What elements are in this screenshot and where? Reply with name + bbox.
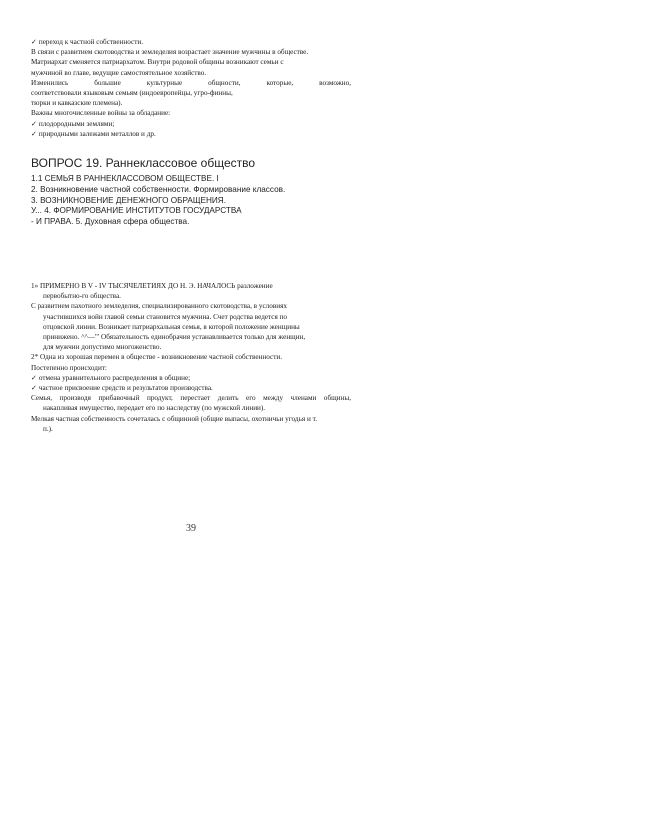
text-line bbox=[31, 414, 351, 424]
text-line bbox=[31, 393, 351, 403]
line-text: частное присвоение средств и результатов производства. bbox=[38, 384, 213, 393]
text-line bbox=[31, 78, 351, 88]
toc-item: 3. ВОЗНИКНОВЕНИЕ ДЕНЕЖНОГО ОБРАЩЕНИЯ. bbox=[31, 195, 226, 205]
line-text: Постепенно происходит: bbox=[31, 363, 107, 372]
line-text: тюрки и кавказские племена). bbox=[31, 99, 123, 108]
checkmark-icon: ✓ bbox=[31, 384, 37, 393]
top-text-section bbox=[31, 37, 351, 139]
line-text: п.). bbox=[43, 424, 53, 433]
line-text: отцовской линии. Возникает патриархальная семья, в которой положение женщины bbox=[43, 322, 300, 331]
line-text: В связи с развитием скотоводства и земледелия возрастает значение мужчины в обществе. bbox=[31, 48, 309, 57]
text-line bbox=[31, 312, 351, 322]
line-text: соответствовали языковым семьям (индоевропейцы, угро-финны, bbox=[31, 89, 233, 98]
page-number: 39 bbox=[186, 523, 196, 534]
checkmark-icon: ✓ bbox=[31, 373, 37, 382]
line-text: принижено. ^^—'" Обязательность единобрачия устанавливается только для женщин, bbox=[43, 333, 306, 342]
toc-item: 1.1 СЕМЬЯ В РАННЕКЛАССОВОМ ОБЩЕСТВЕ. I bbox=[31, 174, 219, 183]
text-line bbox=[31, 88, 351, 98]
line-text: переход к частной собственности. bbox=[38, 38, 144, 46]
checkmark-icon: ✓ bbox=[31, 119, 37, 128]
table-of-contents bbox=[31, 174, 351, 228]
checkmark-icon: ✓ bbox=[31, 129, 37, 138]
text-line bbox=[31, 301, 351, 311]
text-line bbox=[31, 119, 351, 129]
toc-item: У... 4. ФОРМИРОВАНИЕ ИНСТИТУТОВ ГОСУДАРСТВА bbox=[31, 206, 242, 216]
text-line bbox=[31, 291, 351, 301]
text-line bbox=[31, 47, 351, 57]
line-text: первобытно-го общества. bbox=[43, 292, 121, 301]
line-text: мужчиной во главе, ведущие самостоятельное хозяйство. bbox=[31, 68, 207, 77]
text-line bbox=[31, 57, 351, 67]
text-line bbox=[31, 363, 351, 373]
line-text: для мужчин допустимо многоженство. bbox=[43, 343, 162, 352]
line-text: С развитием пахотного земледелия, специализированного скотоводства, в условиях bbox=[31, 302, 287, 311]
line-text: участившихся войн главой семьи становится мужчина. Счет родства ведется по bbox=[43, 312, 288, 321]
text-line bbox=[31, 352, 351, 362]
checkmark-icon: ✓ bbox=[31, 38, 37, 46]
line-text: Важны многочисленные войны за обладание: bbox=[31, 109, 171, 118]
text-line bbox=[31, 373, 351, 383]
text-line bbox=[31, 342, 351, 352]
text-line bbox=[31, 98, 351, 108]
line-text: Изменились большие культурные общности, которые, возможно, bbox=[31, 78, 351, 87]
text-line bbox=[31, 332, 351, 342]
section-heading: ВОПРОС 19. Раннеклассовое общество bbox=[31, 156, 256, 170]
line-text: 2* Одна из хорошая перемен в обществе - возникновение частной собственности. bbox=[31, 353, 282, 362]
text-line bbox=[31, 108, 351, 118]
bottom-text-section bbox=[31, 281, 351, 434]
line-text: природными залежами металлов и др. bbox=[38, 129, 156, 138]
text-line bbox=[31, 37, 351, 47]
line-text: Матриархат сменяется патриархатом. Внутри родовой общины возникают семьи с bbox=[31, 58, 284, 67]
line-text: накапливая имущество, передает его по наследству (по мужской линии). bbox=[43, 404, 266, 413]
text-line bbox=[31, 383, 351, 393]
text-line bbox=[31, 424, 351, 434]
text-line bbox=[31, 322, 351, 332]
line-text: 1» ПРИМЕРНО В V - IV ТЫСЯЧЕЛЕТИЯХ ДО Н. Э. НАЧАЛОСЬ разложение bbox=[31, 282, 273, 290]
text-line bbox=[31, 281, 351, 291]
line-text: Семья, производя прибавочный продукт, перестает делить его между членами общины, bbox=[31, 394, 351, 403]
text-line bbox=[31, 403, 351, 413]
text-line bbox=[31, 129, 351, 139]
line-text: плодородными землями; bbox=[38, 119, 115, 128]
toc-item: 2. Возникновение частной собственности. Формирование классов. bbox=[31, 184, 286, 194]
text-line bbox=[31, 68, 351, 78]
line-text: отмена уравнительного распределения в общине; bbox=[38, 373, 191, 382]
line-text: Мелкая частная собственность сочеталась с общинной (общие выпасы, охотничьи угодья и т. bbox=[31, 414, 317, 423]
toc-item: - И ПРАВА. 5. Духовная сфера общества. bbox=[31, 217, 190, 227]
